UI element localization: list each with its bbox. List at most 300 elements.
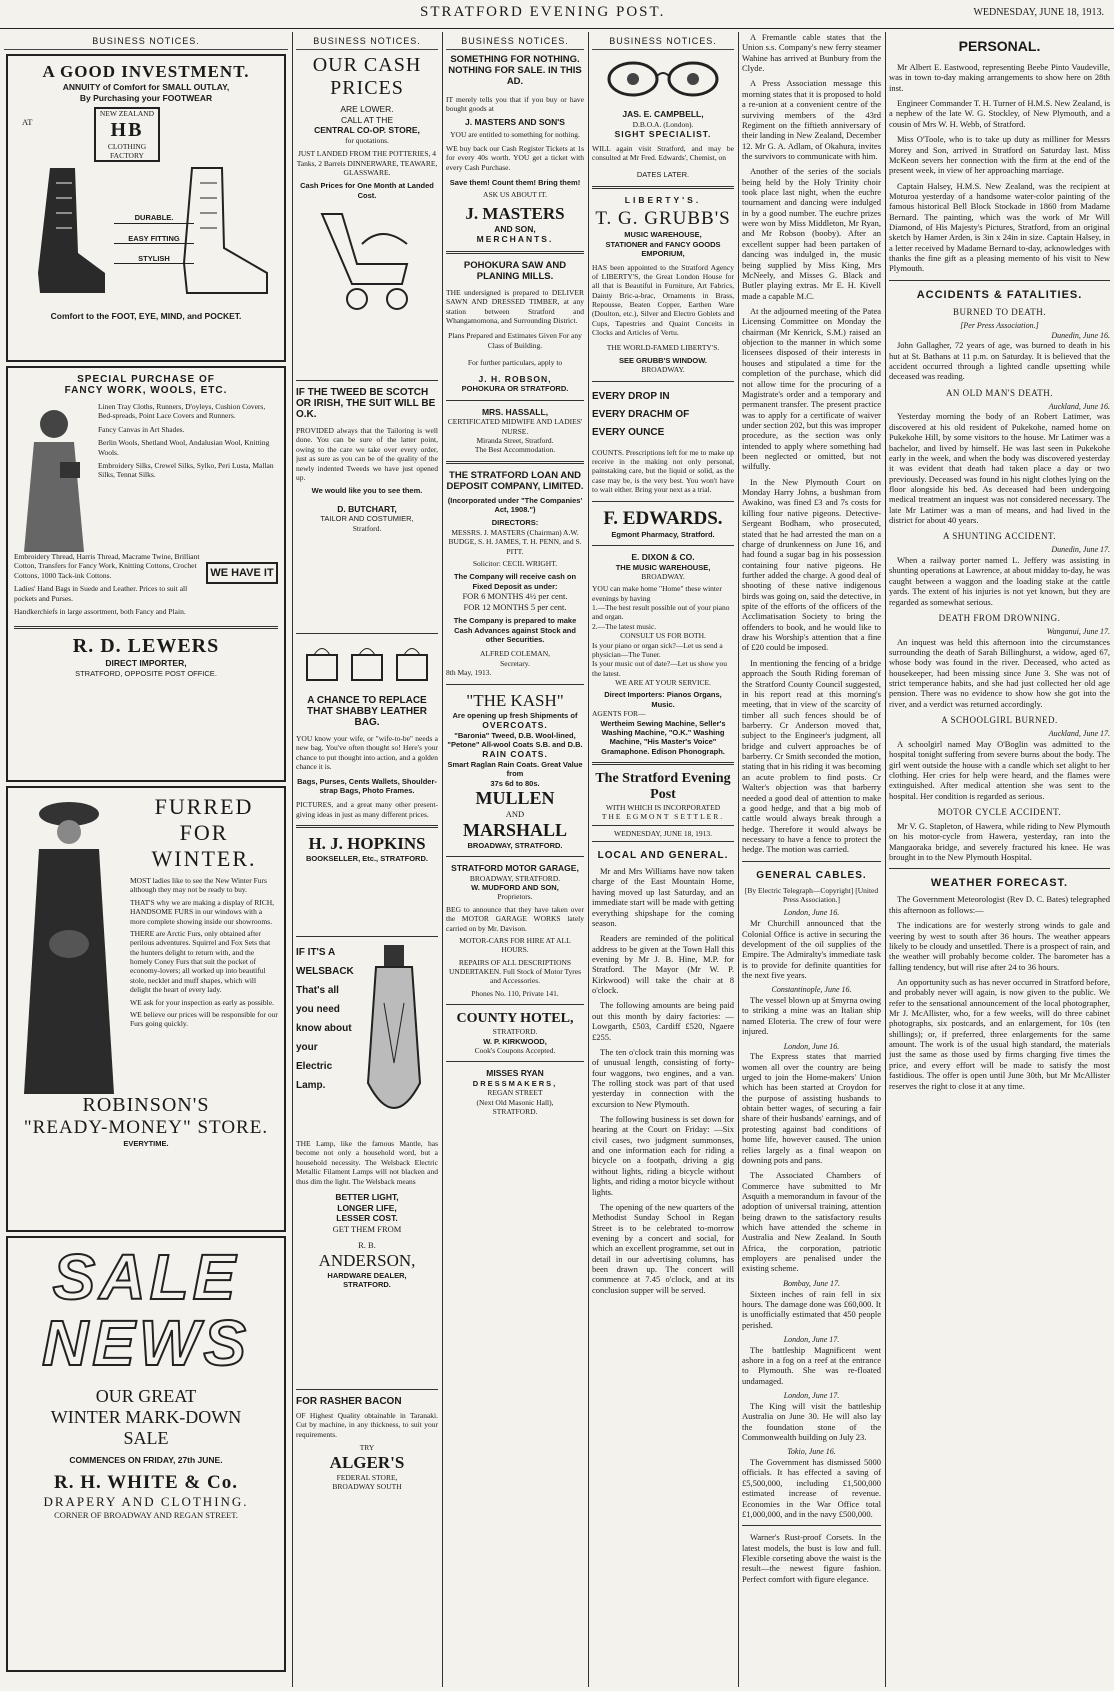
ad-hopkins: [296, 640, 438, 930]
ad-headline: A GOOD INVESTMENT.: [42, 62, 250, 81]
column-rule: [738, 32, 739, 1687]
item-list: [94, 402, 278, 552]
advertiser-name: ALGER'S: [329, 1452, 405, 1472]
ad-line: STRATFORD.: [492, 1027, 538, 1037]
dateline: Dunedin, June 17.: [1051, 545, 1110, 555]
ad-headline: FURRED: [154, 794, 254, 819]
ad-line: The Company is prepared to make Cash Advances against Stock and other Securities.: [453, 616, 577, 644]
ad-signature-title: Secretary.: [500, 658, 530, 668]
article-para: Mr and Mrs Williams have now taken charge of the East Mountain Home, having moved up last Saturday, and an immediate start will be made with getting everything shipshape for the coming season.: [592, 866, 734, 928]
ad-para: OF Highest Quality obtainable in Taranaki. Cut by machine, in any thickness, to suit your requirements.: [296, 1411, 438, 1439]
spectacles-icon: [603, 54, 723, 104]
ad-masters: [446, 54, 584, 245]
ad-line: By Purchasing your FOOTWEAR: [79, 92, 213, 103]
ad-headline: WELSBACK: [296, 966, 354, 977]
advertiser-town: STRATFORD.: [343, 1280, 391, 1290]
article-subheading: DEATH FROM DROWNING.: [938, 612, 1061, 623]
accidents-body: [889, 307, 1110, 863]
item-text: Handkerchiefs in large assortment, both Fancy and Plain.: [14, 606, 186, 616]
article-para: The battleship Magnificent went ashore in a fog on a reef at the entrance to Plymouth. She was re-floated undamaged.: [742, 1344, 881, 1386]
ad-line: LESSER COST.: [336, 1213, 398, 1224]
ad-para: ASK US ABOUT IT.: [483, 190, 547, 200]
article-para: The following amounts are being paid out this month by dairy factories: —Lowgarth, £503, Cardiff £520, Ngaere £255.: [592, 1000, 734, 1042]
ad-para: Is your music out of date?—Let us show you the latest.: [592, 659, 727, 678]
news-body: [742, 32, 881, 855]
section-label: BUSINESS NOTICES.: [592, 32, 734, 50]
ad-para: Is your piano or organ sick?—Let us send a physician—The Tuner.: [592, 640, 723, 659]
column-rule: [885, 32, 886, 1687]
ad-headline: IF THE TWEED BE SCOTCH OR IRISH, THE SUIT WILL BE O.K.: [296, 387, 436, 420]
local-news-body: [592, 866, 734, 1295]
article-para: Mr Albert E. Eastwood, representing Beebe Pinto Vaudeville, was in town to-day making arrangements to show here on 28th inst.: [889, 62, 1110, 93]
ad-tagline: EVERYTIME.: [123, 1139, 169, 1148]
dateline: Bombay, June 17.: [783, 1278, 840, 1288]
advertiser-address: BROADWAY SOUTH: [332, 1481, 402, 1491]
article-para: Readers are reminded of the political address to be given at the Town Hall this evening by Mr J. B. Hine, M.P. for Stratford. The Mayor (Mr W. P. Kirkwood) will take the chair at 8 o'clock.: [592, 933, 734, 996]
ad-headline: THE STRATFORD LOAN AND DEPOSIT COMPANY, LIMITED.: [446, 469, 584, 492]
ad-line: COMMENCES ON FRIDAY, 27th JUNE.: [69, 1455, 223, 1465]
article-para: A Fremantle cable states that the Union s.s. Company's new ferry steamer Wahine has arrived at Bunbury from the Clyde.: [742, 32, 881, 74]
ad-line: BROADWAY.: [641, 365, 685, 375]
ad-line: D.B.O.A. (London).: [632, 119, 694, 129]
article-para: At the adjourned meeting of the Patea Licensing Committee on Monday the chairman (Mr Kenrick, S.M.) raised an objection to the manner in which some licensees disposed of their interests in houses and stipulated a time for the completion of the purchase, which did not allow time for the procuring of a Magistrate's order and a temporary and permanent transfer. The present practice was to apply for a certificate of waiver under section 202, but this was improper procedure, as the section was only intended to apply where something had been neglected or omitted, but not wilfully.: [742, 305, 881, 472]
section-label: BUSINESS NOTICES.: [296, 32, 438, 50]
ad-headline: "THE KASH": [466, 690, 564, 710]
fur-coat-lady-icon: [14, 794, 124, 1094]
ad-at: AT: [22, 117, 33, 128]
article-para: Sixteen inches of rain fell in six hours. The damage done was £60,000. It is unofficially estimated that 450 people perished.: [742, 1288, 881, 1330]
ad-county-hotel: [446, 1011, 584, 1055]
item-text: Linen Tray Cloths, Runners, D'oyleys, Cushion Covers, Bed-spreads, Point Lace Covers and Runners.: [98, 402, 266, 421]
ad-line: MESSRS. J. MASTERS (Chairman) A.W. BUDGE, S. H. JAMES, T. H. PENN, and S. PITT.: [448, 527, 582, 556]
ad-line: CENTRAL CO-OP. STORE,: [314, 125, 420, 136]
ad-line: Cash Prices for One Month at Landed Cost.: [300, 181, 434, 200]
ad-line: BROADWAY.: [641, 571, 685, 581]
dateline: Tokio, June 16.: [787, 1447, 836, 1457]
ad-hassall: [446, 407, 584, 455]
ad-line: STATIONER and FANCY GOODS EMPORIUM,: [605, 239, 721, 259]
ad-line: DATES LATER.: [636, 170, 690, 180]
advertiser-name: AND: [505, 809, 525, 819]
article-para: The vessel blown up at Smyrna owing to striking a mine was an Italian ship named Eloteria. The crew of four were injured.: [742, 995, 881, 1037]
advertiser-name: J. H. ROBSON,: [478, 373, 552, 384]
advertiser-address: CORNER OF BROADWAY AND REGAN STREET.: [54, 1509, 238, 1520]
advertiser-name: MULLEN: [475, 788, 555, 808]
dateline: London, June 17.: [783, 1335, 840, 1344]
ad-para: YOU are entitled to something for nothing.: [450, 130, 580, 140]
advertiser-address: STRATFORD, OPPOSITE POST OFFICE.: [75, 668, 217, 678]
ad-line: The Company will receive cash on Fixed Deposit as under:: [453, 572, 577, 591]
ad-headline: POHOKURA SAW AND PLANING MILLS.: [463, 259, 567, 282]
ad-the-kash: [446, 691, 584, 851]
ad-robinsons: [6, 786, 286, 1232]
ad-dixon: [592, 552, 734, 756]
ad-para: THERE are Arctic Furs, only obtained after perilous adventures. Squirrel and Fox Sets that the hunters delight to return with, and the homely Coney Furs that suit the pocket of economy-lovers; all worked up into beautiful stole, necklet and muff shapes, which will delight the heart of every lady.: [130, 928, 271, 995]
hb-logo-top: NEW ZEALAND: [99, 109, 155, 119]
ad-para: 2.—The latest music.: [592, 621, 657, 631]
advertiser-name: MISSES RYAN: [486, 1068, 544, 1079]
ad-footer: Comfort to the FOOT, EYE, MIND, and POCKET.: [50, 311, 242, 322]
ad-line: Smart Raglan Rain Coats. Great Value from: [447, 759, 583, 779]
sale-wordmark: SALE: [52, 1241, 240, 1313]
ad-headline: FOR RASHER BACON: [296, 1396, 402, 1407]
item-text: Ladies' Hand Bags in Suede and Leather. Prices to suit all pockets and Purses.: [14, 584, 188, 603]
dateline: Auckland, June 16.: [1048, 401, 1110, 411]
ad-para: PICTURES, and a great many other present-giving ideas in just as many different prices.: [296, 800, 438, 819]
ad-para: Direct Importers: Pianos Organs, Music.: [604, 690, 722, 709]
column-2: [296, 32, 438, 1687]
ad-para: For further particulars, apply to: [467, 358, 563, 368]
article-para: A schoolgirl named May O'Boglin was admitted to the hospital tonight suffering from severe burns about the body. The girl went outside the house with a candle which set alight to her clothing. Her cries for help were heard, and the flames were extinguished. After medical attention she was sent to the hospital. Her condition is regarded as serious.: [889, 738, 1110, 801]
article-para: The ten o'clock train this morning was of unusual length, consisting of forty-four waggons, two engines, and a van. The rolling stock was part of that used yesterday in connection with the excursion to New Plymouth.: [592, 1046, 734, 1109]
advertiser-name: ANDERSON,: [318, 1251, 416, 1270]
corsets-notice: [742, 1532, 881, 1584]
ad-line: THE WORLD-FAMED LIBERTY'S.: [606, 342, 720, 352]
ad-campbell: [592, 54, 734, 180]
article-subheading: MOTOR CYCLE ACCIDENT.: [937, 807, 1062, 818]
ad-para: WILL again visit Stratford, and may be consulted at Mr Fred. Edwards', Chemist, on: [592, 143, 734, 162]
ad-para: PROVIDED always that the Tailoring is well done. You can be sure of the latter point, owing to the care we take over every order, just as sure as you can be of the quality of the newly indented Tweeds we have just opened up.: [296, 426, 438, 482]
article-para: The indications are for westerly strong winds to gale and veering by west to south after 36 hours. The weather appears likely to be cloudy and unsettled. There is a prospect of rain, and the weather will probably become colder. The barometer has a falling tendency, but will rise after 24 to 36 hours.: [889, 920, 1110, 972]
ad-good-investment: [6, 54, 286, 362]
column-5: [742, 32, 881, 1687]
hb-logo-bottom: CLOTHING FACTORY: [107, 141, 147, 160]
advertiser-address: POHOKURA OR STRATFORD.: [461, 384, 569, 394]
feature-item: EASY FITTING: [114, 234, 194, 244]
article-subheading: AN OLD MAN'S DEATH.: [945, 387, 1054, 398]
ad-line: ARE LOWER.: [340, 104, 394, 114]
ad-headline: your Electric Lamp.: [296, 1042, 333, 1091]
dateline: London, June 16.: [783, 908, 840, 918]
item-text: Berlin Wools, Shetland Wool, Andalusian Wool, Knitting Wools.: [98, 438, 270, 457]
article-para: The King will visit the battleship Australia on June 30. He will also lay the foundation stone of the Commonwealth building on July 23.: [742, 1400, 881, 1443]
ad-para: REPAIRS OF ALL DESCRIPTIONS UNDERTAKEN. Full Stock of Motor Tyres and Accessories.: [448, 957, 582, 986]
ad-line: "Baronia" Tweed, D.B. Wool-lined, "Petone" All-wool Coats S.B. and D.B.: [447, 730, 583, 749]
column-3: [446, 32, 584, 1687]
ad-headline: PRICES: [330, 77, 404, 99]
advertiser-trade: BOOKSELLER, Etc., STRATFORD.: [306, 854, 428, 863]
advertiser-name: R. B.: [358, 1240, 376, 1251]
ad-line: Egmont Pharmacy, Stratford.: [611, 529, 715, 539]
ad-body: [130, 876, 278, 1029]
hb-logo-text: HB: [110, 118, 144, 141]
column-4: [592, 32, 734, 1687]
ad-firm: J. MASTERS AND SON'S: [465, 116, 565, 127]
advertiser-name: MRS. HASSALL,: [481, 406, 549, 417]
ad-central-coop: [296, 54, 438, 374]
ad-line: ANNUITY of Comfort for SMALL OUTLAY,: [62, 82, 230, 92]
article-para: The Government has dismissed 5000 officials. It has effected a saving of £5,500,000, including £1,500,000 estimated increase of revenue. Economies in the War Office total £1,000,000, and in the navy £500,000.: [742, 1457, 881, 1519]
article-subheading: BURNED TO DEATH.: [953, 306, 1046, 317]
ad-line: CALL AT THE: [340, 114, 394, 125]
article-para: The following business is set down for hearing at the Court on Friday: —Six civil cases, two judgment summonses, and one information each for riding a bicycle on a footpath, driving a gig without lights, riding a bicycle without lights, and riding a motor bicycle without lights.: [592, 1114, 734, 1197]
advertiser-name: JAS. E. CAMPBELL,: [622, 109, 704, 119]
section-label: BUSINESS NOTICES.: [4, 32, 288, 50]
newspaper-flag: [592, 771, 734, 842]
ad-headline-stack: [592, 388, 734, 442]
article-para: The Express states that married women all over the country are being urged to join the Home-makers' Union which has been started at Croydon for the purpose of assisting husbands to obtain better wages, of securing a fair share of their husbands' earnings, and of protesting against bad conditions of home life, however caused. The union relies largely as a final weapon on downing pots and pans.: [742, 1051, 881, 1165]
ad-rate: FOR 6 MONTHS 4½ per cent.: [462, 591, 568, 601]
weather-heading: WEATHER FORECAST.: [930, 877, 1069, 890]
ad-headline: That's all: [296, 985, 339, 996]
ad-line: MUSIC WAREHOUSE,: [624, 230, 702, 240]
ad-butchart: [296, 387, 438, 627]
ad-date: 8th May, 1913.: [446, 668, 492, 678]
ad-para: THAT'S why we are making a display of RICH, HANDSOME FURS in our windows with a more complete showing inside our showrooms.: [130, 897, 275, 926]
column-rule: [292, 32, 293, 1687]
advertiser-name: MERCHANTS.: [476, 234, 554, 245]
ad-para: Wertheim Sewing Machine, Seller's Washing Machine, "O.K." Washing Machine, "His Master's Voice" Gramaphone. Edison Phonograph.: [600, 718, 726, 756]
advertiser-name: AND SON,: [494, 223, 536, 234]
ad-every-drop: [592, 388, 734, 495]
article-para: Engineer Commander T. H. Turner of H.M.S. New Zealand, is a nephew of the late W. G. Stockley, of New Plymouth, and a cousin of Mrs W. H. Webb, of Stratford.: [889, 98, 1110, 129]
ad-para: COUNTS. Prescriptions left for me to make up receive in the making not only personal, painstaking care, but the liquid or solid, as the case may be, is the very best. You won't have to wait either. Bring your next as a trial.: [592, 447, 734, 495]
feature-list: [114, 213, 194, 264]
ad-line: Proprietors.: [497, 892, 533, 902]
ad-para: 1.—The best result possible out of your piano and organ.: [592, 603, 730, 622]
advertiser-name: J. MASTERS: [465, 203, 565, 223]
boot-icon: [20, 163, 110, 303]
ad-line: SIGHT SPECIALIST.: [614, 129, 712, 139]
ad-para: Save them! Count them! Bring them!: [449, 177, 581, 187]
dateline: Constantinople, June 16.: [771, 985, 852, 995]
ad-line: OUR GREAT: [95, 1386, 197, 1406]
article-para: Miss O'Toole, who is to take up duty as milliner for Messrs Morey and Son, arrived in Stratford on Saturday last. Miss McKeon severs her connection with the firm at the end of the present week, in view of her approaching marriage.: [889, 134, 1110, 176]
ad-line: (Incorporated under "The Companies' Act, 1908."): [447, 495, 583, 514]
ad-para: WE ARE AT YOUR SERVICE.: [615, 678, 711, 687]
article-para: The Associated Chambers of Commerce have submitted to Mr Asquith a memorandum in favour of the adoption of universal training, attention being drawn to the satisfactory results which have attended the scheme in Australia and New Zealand. In South Africa, the corporation, patriotic employers are penalised under the existing scheme.: [742, 1170, 881, 1274]
article-para: The opening of the new quarters of the Methodist Sunday School in Regan Street is to be celebrated to-morrow evening by a concert and social, for which an excellent programme, set out in detail in our advertising columns, has been drawn up. The concert will commence at 7.45 o'clock, and at its conclusion supper will be served.: [592, 1201, 734, 1295]
ad-misses-ryan: [446, 1068, 584, 1116]
ad-list: Bags, Purses, Cents Wallets, Shoulder-strap Bags, Photo Frames.: [297, 776, 437, 795]
item-list: [14, 552, 206, 620]
ad-headline: SOMETHING FOR NOTHING. NOTHING FOR SALE. IN THIS AD.: [448, 54, 582, 87]
item-text: Embroidery Thread, Harris Thread, Macrame Twine, Brilliant Cotton, Transfers for Fancy Work, Knitting Cottons, Crochet Cottons, 1000 Tack-ink Cottons.: [14, 552, 200, 580]
ad-line: SEE GRUBB'S WINDOW.: [618, 355, 708, 365]
handbags-icon: [302, 640, 432, 690]
ad-line: CERTIFICATED MIDWIFE AND LADIES' NURSE.: [447, 417, 583, 436]
cables-body: [742, 908, 881, 1519]
ad-line: W. P. KIRKWOOD,: [483, 1036, 547, 1046]
article-para: In mentioning the fencing of a bridge approach the South Riding foreman of the Stratford County Council suggested, in his report read at this morning's meeting, that in view of the scarcity of timber all such fences should be of barberry. Cr Anderson moved that, subject to the Engineer's judgment, all bridge and culvert approaches be of barberry. Cr Smith seconded the motion, stating that in his riding it was becoming an acute problem to find posts. Cr Walter's objection was that barberry needed a good deal of attention to make a good hedge, and that a big mob of cattle would always break through a hedge. Therefore it would always be necessary to have a fence to protect the hedge. The motion was carried.: [742, 657, 881, 855]
feature-item: DURABLE.: [114, 213, 194, 223]
flag-subtitle: THE EGMONT SETTLER.: [601, 812, 725, 822]
ad-line: 37s 6d to 80s.: [490, 778, 540, 788]
personal-body: [889, 62, 1110, 274]
ad-headline: you need: [296, 1004, 340, 1015]
advertiser-trade: DRAPERY AND CLOTHING.: [43, 1493, 249, 1509]
article-para: When a railway porter named L. Jeffery was assisting in shunting operations at Lawrence, at about midday to-day, he was caught between a waggon and the loading stake at the cattle yards. The extent of his injuries is not yet known, but they are regarded as somewhat serious.: [889, 555, 1110, 607]
column-rule: [442, 32, 443, 1687]
section-label: BUSINESS NOTICES.: [446, 32, 584, 50]
ad-para: WE buy back our Cash Register Tickets at 1s for every 40s worth. YOU get a ticket with every Cash Purchase.: [446, 143, 584, 172]
flag-subtitle: WITH WHICH IS INCORPORATED: [605, 803, 721, 812]
dateline: Dunedin, June 16.: [1051, 330, 1110, 340]
ad-rate: FOR 12 MONTHS 5 per cent.: [463, 601, 567, 612]
dateline: Auckland, June 17.: [1048, 729, 1110, 739]
article-subheading: A SHUNTING ACCIDENT.: [942, 531, 1057, 542]
advertiser-name: T. G. GRUBB'S: [595, 208, 731, 230]
ad-anderson: [296, 943, 438, 1383]
advertiser-name: ROBINSON'S: [82, 1094, 210, 1116]
article-para: A Press Association message this morning states that it is proposed to hold a re-union at a convenient centre of the surviving members of the 43rd Regiment on the fiftieth anniversary of their landing in New Zealand, December 12. Mr G. A. Adlam, of Okahura, invites the survivors to communicate with him.: [742, 78, 881, 161]
ad-body: [592, 584, 734, 756]
ad-para: We would like you to see them.: [311, 486, 423, 496]
advertiser-name: "READY-MONEY" STORE.: [23, 1117, 269, 1138]
advertiser-name: F. EDWARDS.: [603, 507, 723, 529]
ad-headline: EVERY DRACHM OF: [592, 408, 690, 420]
article-heading: LOCAL AND GENERAL.: [597, 850, 729, 862]
masthead: [0, 0, 1114, 29]
advertiser-role: DIRECT IMPORTER,: [105, 658, 187, 669]
ad-para: MOST ladies like to see the New Winter Furs although they may not be ready to buy.: [130, 876, 267, 895]
ad-para: Plans Prepared and Estimates Given For any Class of Building.: [448, 331, 582, 350]
ad-sale-news: [6, 1236, 286, 1672]
lady-illustration-icon: [14, 402, 94, 552]
ad-lewers: [6, 366, 286, 782]
ad-headline: OUR CASH: [312, 54, 422, 76]
paper-title: STRATFORD EVENING POST.: [420, 4, 666, 20]
ad-headline: WINTER.: [151, 846, 257, 871]
ad-line: BETTER LIGHT,: [335, 1191, 399, 1202]
ad-para: MOTOR-CARS FOR HIRE AT ALL HOURS.: [459, 935, 571, 955]
ad-para: WE ask for your inspection as early as possible.: [130, 997, 274, 1007]
ad-headline: SPECIAL PURCHASE OF: [77, 374, 215, 385]
advertiser-name: COUNTY HOTEL,: [456, 1011, 574, 1027]
column-rule: [588, 32, 589, 1687]
article-heading: GENERAL CABLES.: [756, 869, 867, 881]
ad-para: YOU can make home "Home" these winter evenings by having: [592, 584, 722, 603]
pram-icon: [312, 204, 422, 314]
ad-edwards: [592, 508, 734, 539]
dateline: Wanganui, June 17.: [1046, 626, 1110, 636]
ad-line: REGAN STREET: [487, 1088, 543, 1098]
personal-heading: PERSONAL.: [958, 38, 1041, 54]
ad-headline: LIBERTY'S.: [624, 194, 702, 205]
article-subheading: A SCHOOLGIRL BURNED.: [941, 715, 1058, 726]
ad-para: WE believe our prices will be responsible for our Furs going quickly.: [130, 1009, 278, 1029]
advertiser-name: H. J. HOPKINS: [308, 834, 426, 853]
ad-headline: FANCY WORK, WOOLS, ETC.: [64, 385, 228, 396]
article-para: An opportunity such as has never occurred in Stratford before, and probably never will again, is now given to the public. We refer to the sensational announcement of the local photographer, Mr J. McAllister, who, for a few weeks, will do three cabinet photographs, six postcards, and an enlargement, for 10s (ten shillings); or, if preferred, three enlargements for the same amount. The work is of the usual high standard, the materials just the same as those used by firms charging five times the price, and every effort will be made to satisfy the most fastidious. The offer is open until June 30th, but Mr McAllister reserves the right to close it at any time.: [889, 976, 1110, 1091]
ad-headline: IF IT'S A: [296, 947, 336, 958]
ad-line: DIRECTORS:: [491, 518, 539, 528]
ad-para: Phones No. 110, Private 141.: [471, 988, 559, 998]
we-have-it-badge: WE HAVE IT: [206, 562, 278, 584]
ad-line: TRY: [359, 1443, 375, 1453]
ad-headline-stack: [296, 943, 354, 1133]
ad-line: BROADWAY, STRATFORD.: [469, 873, 561, 883]
ad-line: OVERCOATS.: [482, 719, 548, 730]
paper-date: WEDNESDAY, JUNE 18, 1913.: [973, 7, 1104, 18]
advertiser-trade: HARDWARE DEALER,: [327, 1271, 407, 1280]
ad-line: DRESSMAKERS,: [472, 1078, 558, 1088]
article-para: Mr Churchill announced that the Colonial Office is active in securing the development of the oil supplies of the Empire. The Admiralty's immediate task is to provide for definite quantities for the next five years.: [742, 918, 881, 980]
weather-body: [889, 894, 1110, 1090]
advertiser-store: FEDERAL STORE,: [336, 1472, 398, 1482]
ad-line: Cook's Coupons Accepted.: [474, 1045, 556, 1055]
ad-line: WINTER MARK-DOWN: [50, 1407, 242, 1427]
ad-line: The Best Accommodation.: [474, 445, 556, 455]
article-para: An inquest was held this afternoon into the circumstances surrounding the death of Sarah Billinghurst, a widow, aged 67, whose body was found in the river. Deceased, who acted as housekeeper, had been missing since June 3. She was not of strict temperance habits, and she had just collected her old age pension. There was no evidence to show how she got into the river, and a verdict was returned accordingly.: [889, 636, 1110, 709]
ad-headline: know about: [296, 1023, 352, 1034]
article-para: In the New Plymouth Court on Monday Harry Johns, a bushman from Awakino, was fined £3 and 7s costs for killing four native pigeons. Detective-Sergeant Bodham, who prosecuted, stated that he had arrested the man on a charge of drunkenness on June 16, and had found a sugar bag in his possession containing four native pigeons. He further added the charge. A good deal of shooting of these native indigenous birds was going on, said the detective, in spite of the efforts of the officers of the Acclimatisation Society to bring the offenders to book, and he would like to draw his Worship's attention that a fine of £20 could be imposed.: [742, 476, 881, 653]
ad-line: JUST LANDED FROM THE POTTERIES, 4 Tanks, 2 Barrels DINNERWARE, TEAWARE, GLASSWARE.: [296, 149, 438, 177]
ad-line: STRATFORD.: [492, 1107, 538, 1116]
feature-item: STYLISH: [114, 254, 194, 264]
ad-para: YOU know your wife, or "wife-to-be" needs a new bag. You've often thought so! Here's your chance to put thought into action, and a golden chance it is.: [296, 734, 438, 772]
ad-line: LONGER LIFE,: [337, 1202, 397, 1213]
advertiser-trade: TAILOR AND COSTUMIER,: [320, 514, 414, 524]
flag-date: WEDNESDAY, JUNE 18, 1913.: [614, 828, 712, 838]
article-para: Mr V. G. Stapleton, of Hawera, while riding to New Plymouth on his motor-cycle from Hawera, yesterday, ran into the Mangaoraka bridge, and severely fractured his knee. He was brought in to the New Plymouth Hospital.: [889, 821, 1110, 863]
ad-para: CONSULT US FOR BOTH.: [620, 631, 706, 641]
ad-line: for quotations.: [345, 135, 389, 145]
ad-signature: ALFRED COLEMAN,: [479, 649, 550, 659]
ad-headline: FOR: [179, 820, 229, 845]
advertiser-name: D. BUTCHART,: [337, 503, 397, 514]
flag-title: The Stratford Evening Post: [595, 771, 731, 802]
dateline: London, June 16.: [783, 1041, 840, 1051]
article-source: [Per Press Association.]: [960, 320, 1039, 330]
article-para: The Government Meteorologist (Rev D. C. Bates) telegraphed this afternoon as follows:—: [889, 894, 1110, 915]
ad-line: GET THEM FROM: [332, 1223, 402, 1234]
ad-line: RAIN COATS.: [482, 749, 548, 760]
article-source: [By Electric Telegraph—Copyright] [United Press Association.]: [744, 885, 879, 905]
ad-line: Solicitor: CECIL WRIGHT.: [472, 558, 558, 568]
article-para: Captain Halsey, H.M.S. New Zealand, was the recipient at Moturoa yesterday of a handsome water-color painting of the famous historical Bell Block Stockade in 1860 from Madame Bernard. The painting, which was the work of Mr Will Diamond, of His Majesty's Pictures, Stratford, from an original sketch by Hamer Arden, is 3in x 24in in size. Captain Halsey, in a letter received by Madame Bernard to-day, acknowledges with thanks the fine gift as a pleasing memento of his visit to New Plymouth.: [889, 180, 1110, 274]
ad-headline: EVERY OUNCE: [592, 426, 665, 438]
ad-grubbs: [592, 195, 734, 375]
ad-line: Are opening up fresh Shipments of: [452, 710, 578, 720]
advertiser-name: MARSHALL: [462, 819, 567, 840]
ad-para: BEG to announce that they have taken over the MOTOR GARAGE WORKS lately carried on by Mr. Davison.: [446, 904, 584, 933]
article-para: Another of the series of the socials being held by the Holy Trinity choir took place last night, when the euchre tournament and dancing were indulged in by a good number. The euchre prizes were won by Miss Middleton, Mr Ryan, and Mr Robson (booby). After an excellent supper had been partaken of dancing was indulged in, the music being supplied by Miss King, Mrs McNeely, and Misses G. Black and Butler playing extras. Mr E. H. Kivell made a capable M.C.: [742, 166, 881, 301]
advertiser-name: R. H. WHITE & Co.: [54, 1471, 238, 1493]
ad-para: IT merely tells you that if you buy or have bought goods at: [446, 95, 584, 114]
article-para: Warner's Rust-proof Corsets. In the latest models, the bust is low and full. Flexible corseting above the waist is the result—the newest figure fashion. Perfect comfort with figure elegance.: [742, 1532, 881, 1584]
ad-headline: A CHANCE TO REPLACE THAT SHABBY LEATHER BAG.: [307, 695, 427, 728]
ad-line: W. MUDFORD AND SON,: [471, 883, 559, 892]
ad-line: SALE: [123, 1428, 169, 1448]
column-6: [889, 32, 1110, 1687]
ad-loan-company: [446, 470, 584, 678]
ad-para: THE undersigned is prepared to DELIVER SAWN AND DRESSED TIMBER, at any station between Stratford and Whangamomona, and Surrounding District.: [446, 287, 584, 325]
ad-motor-garage: [446, 863, 584, 998]
ad-robson: [446, 260, 584, 394]
ad-line: THE MUSIC WAREHOUSE,: [615, 562, 711, 572]
dateline: London, June 17.: [783, 1391, 840, 1401]
advertiser-town: Stratford.: [352, 523, 382, 533]
ad-line: (Next Old Masonic Hall),: [476, 1097, 554, 1107]
light-bulb-icon: [354, 943, 434, 1133]
article-para: John Gallagher, 72 years of age, was burned to death in his hut at St. Bathans at 11 p.m. on Saturday. It is believed that the accident occurred through a lighted candle upsetting while deceased was reading.: [889, 340, 1110, 382]
ad-headline: STRATFORD MOTOR GARAGE,: [451, 863, 579, 873]
ad-headline: EVERY DROP IN: [592, 390, 670, 402]
ad-line: Miranda Street, Stratford.: [476, 435, 554, 445]
ad-algers: [296, 1396, 438, 1491]
item-text: Embroidery Silks, Crewel Silks, Sylko, Peri Lusta, Mallan Silks, Tennat Silks.: [98, 460, 274, 480]
ad-para: AGENTS FOR—: [592, 709, 646, 719]
advertiser-name: R. D. LEWERS: [72, 635, 220, 658]
accidents-heading: ACCIDENTS & FATALITIES.: [916, 288, 1083, 301]
ad-para: HAS been appointed to the Stratford Agency of LIBERTY'S, the Great London House for all that is Beautiful in Furniture, Art Fabrics, Dainty Bric-a-brac, Ornaments in Brass, Repousse, Beaten Copper, Earthen Ware (Doulton, etc.), Silver and Electro Goblets and Cups, Tapestries and Quaint Conceits in Clocks and Articles of Vertu.: [592, 262, 734, 338]
advertiser-name: E. DIXON & CO.: [631, 551, 695, 562]
news-wordmark: NEWS: [42, 1307, 250, 1379]
hb-logo: [94, 107, 160, 162]
article-para: Yesterday morning the body of an Robert Latimer, was discovered at his old resident of Pukekohe, named home on Pukekohe Hill, by some visitors to the house. Mr Latimer was a bachelor, and lived by himself. He was last seen in Pukekohe early in the week, and when the body was discovered yesterday it was evident that death had taken place a day or two previously. Deceased was found in his night clothes lying on the floor alongside his bed. As deceased had been undergoing medical treatment an inquest was not considered necessary. The late Mr Latimer was a man of means, and had lived in the district for about 40 years.: [889, 411, 1110, 526]
advertiser-address: BROADWAY, STRATFORD.: [467, 840, 563, 850]
